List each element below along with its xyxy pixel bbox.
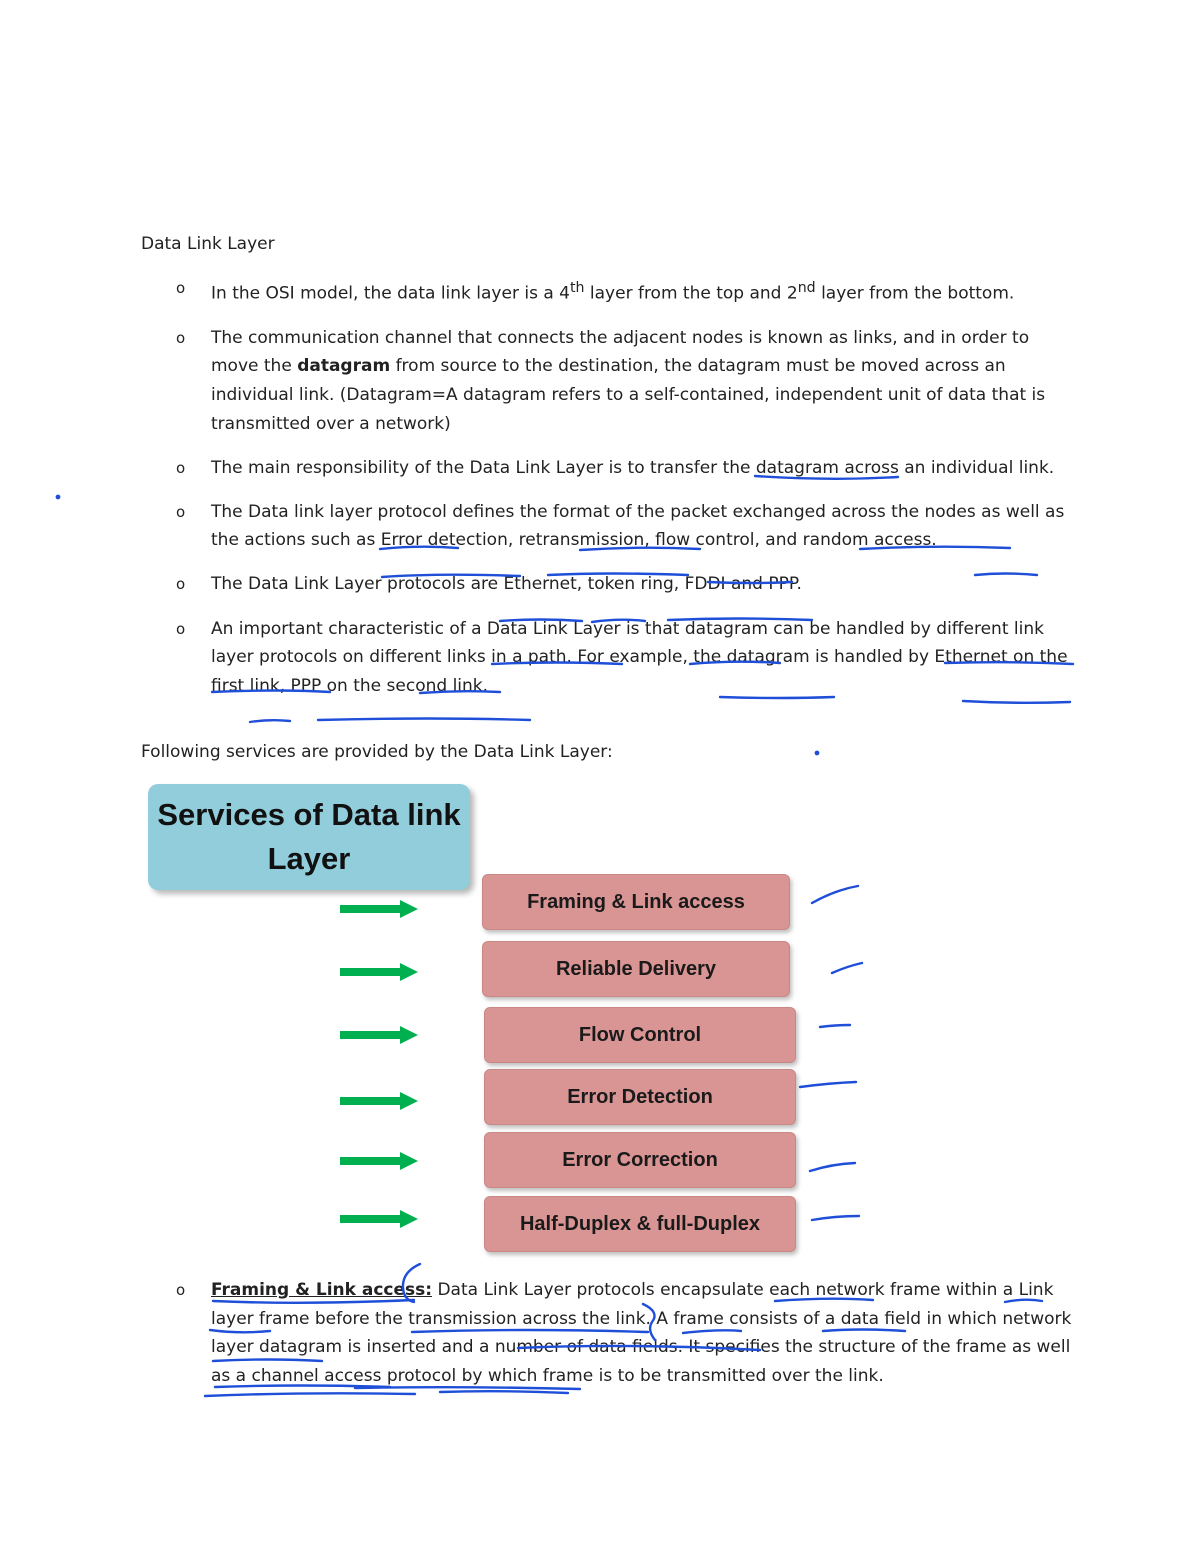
arrow-right-icon [340, 1092, 418, 1110]
bullet-marker: o [176, 575, 186, 594]
section-heading: Data Link Layer [141, 234, 275, 254]
service-box: Error Detection [484, 1069, 796, 1125]
bullet-item: o The Data Link Layer protocols are Ethernet, token ring, FDDI and PPP. [141, 570, 1081, 599]
framing-term: Framing & Link access: [211, 1280, 433, 1300]
service-box: Flow Control [484, 1007, 796, 1063]
bullet-item: o The main responsibility of the Data Link Layer is to transfer the datagram across an individual link. [141, 454, 1081, 483]
service-box: Reliable Delivery [482, 941, 790, 997]
arrow-right-icon [340, 900, 418, 918]
service-box: Half-Duplex & full-Duplex [484, 1196, 796, 1252]
bullet-list [141, 274, 1081, 716]
arrow-right-icon [340, 1210, 418, 1228]
bullet-item: o An important characteristic of a Data Link Layer is that datagram can be handled by different link layer protocols on different links in a path. For example, the datagram is handled by Ethernet on the first link, PPP on the second link. [141, 615, 1081, 701]
arrow-right-icon [340, 1152, 418, 1170]
framing-list [141, 1276, 1081, 1390]
arrow-right-icon [340, 1026, 418, 1044]
bullet-item: o In the OSI model, the data link layer is a 4th layer from the top and 2nd layer from the bottom. [141, 274, 1081, 308]
bullet-marker: o [176, 619, 186, 638]
bullet-item: o The communication channel that connects the adjacent nodes is known as links, and in order to move the datagram from source to the destination, the datagram must be moved across an individual link. (Datagram=A datagram refers to a self-contained, independent unit of data that is transmitted over a network) [141, 324, 1081, 438]
bullet-item: o The Data link layer protocol defines the format of the packet exchanged across the nodes as well as the actions such as Error detection, retransmission, flow control, and random access. [141, 498, 1081, 555]
arrow-right-icon [340, 963, 418, 981]
bullet-marker: o [176, 328, 186, 347]
diagram-title-box: Services of Data link Layer [148, 784, 470, 890]
bullet-marker: o [176, 502, 186, 521]
services-intro: Following services are provided by the Data Link Layer: [141, 742, 613, 762]
bullet-item: o Framing & Link access: Data Link Layer protocols encapsulate each network frame within a Link layer frame before the transmission across the link. A frame consists of a data field in which network layer datagram is inserted and a number of data fields. It specifies the structure of the frame as well as a channel access protocol by which frame is to be transmitted over the link. [141, 1276, 1081, 1390]
services-diagram [140, 778, 880, 1258]
service-box: Error Correction [484, 1132, 796, 1188]
service-box: Framing & Link access [482, 874, 790, 930]
bullet-marker: o [176, 279, 186, 297]
bullet-marker: o [176, 1281, 186, 1299]
bullet-marker: o [176, 458, 186, 477]
